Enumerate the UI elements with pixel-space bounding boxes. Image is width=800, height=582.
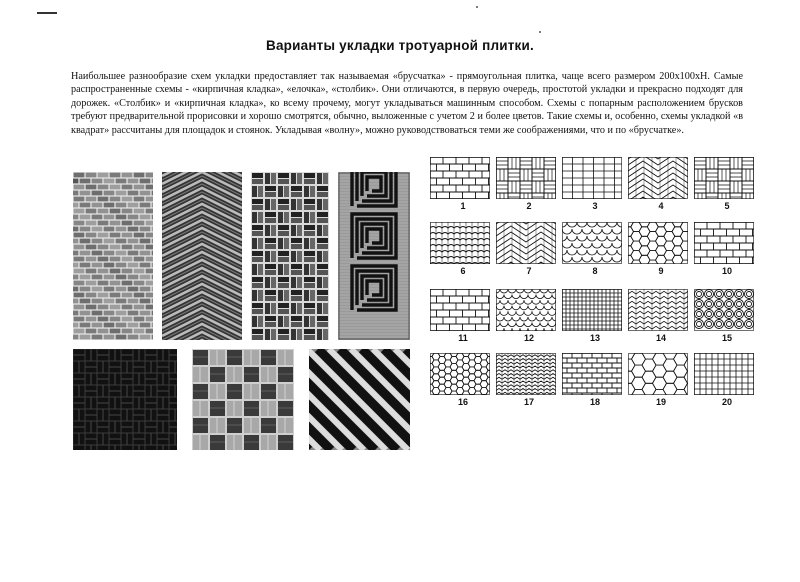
scheme-number: 12 bbox=[523, 333, 534, 343]
scheme-1 bbox=[430, 157, 496, 211]
body-paragraph: Наибольшее разнообразие схем укладки предоставляет так называемая «брусчатка» - прямоугольная плитка, чаще всего размером 200x100xH. Самые распространенные схемы - «кирпичная кладка», «елочка», «столбик». Они отличаются, в первую очередь, простотой укладки и прекрасно подходят для дорожек. «Столбик» и «кирпичная кладка», ко всему прочему, могут укладываться машинным способом. Схемы с попарным расположением брусков требуют предварительной прорисовки и хорошо смотрятся, обычно, выложенные с учетом 2 и более цветов. Такие схемы и, особенно, схемы укладкой «в квадрат» рассчитаны для площадок и стоянок. Укладывая «волну», можно руководствоваться теми же соображениями, что и по «брусчатке». bbox=[71, 71, 743, 136]
scheme-10-pattern bbox=[694, 222, 754, 264]
scheme-12-pattern bbox=[496, 289, 556, 331]
scheme-number: 10 bbox=[721, 266, 732, 276]
scheme-2 bbox=[496, 157, 562, 211]
scheme-16 bbox=[430, 353, 496, 407]
scheme-9-pattern bbox=[628, 222, 688, 264]
scheme-11-pattern bbox=[430, 289, 490, 331]
scheme-11 bbox=[430, 289, 496, 343]
scheme-3 bbox=[562, 157, 628, 211]
scheme-7 bbox=[496, 222, 562, 276]
scheme-16-pattern bbox=[430, 353, 490, 395]
scheme-17 bbox=[496, 353, 562, 407]
scheme-4-pattern bbox=[628, 157, 688, 199]
scheme-number: 15 bbox=[721, 333, 732, 343]
scheme-19 bbox=[628, 353, 694, 407]
scheme-number: 19 bbox=[655, 397, 666, 407]
scheme-14-pattern bbox=[628, 289, 688, 331]
scheme-number: 1 bbox=[460, 201, 466, 211]
scan-speck bbox=[539, 31, 541, 33]
scheme-14 bbox=[628, 289, 694, 343]
scheme-number: 14 bbox=[655, 333, 666, 343]
photo-checker-blocks bbox=[192, 349, 294, 450]
scan-speck bbox=[476, 6, 478, 8]
scheme-8-pattern bbox=[562, 222, 622, 264]
photo-diagonal-stripes bbox=[309, 349, 410, 450]
scheme-number: 5 bbox=[724, 201, 730, 211]
scheme-15 bbox=[694, 289, 760, 343]
scheme-number: 20 bbox=[721, 397, 732, 407]
scheme-9 bbox=[628, 222, 694, 276]
photo-dark-basketweave bbox=[73, 349, 177, 450]
page-title: Варианты укладки тротуарной плитки. bbox=[266, 38, 534, 53]
photo-paired-weave bbox=[251, 172, 329, 340]
scheme-number: 16 bbox=[457, 397, 468, 407]
scheme-5 bbox=[694, 157, 760, 211]
scheme-number: 7 bbox=[526, 266, 532, 276]
scheme-4 bbox=[628, 157, 694, 211]
scheme-number: 9 bbox=[658, 266, 664, 276]
scheme-6-pattern bbox=[430, 222, 490, 264]
scheme-7-pattern bbox=[496, 222, 556, 264]
scheme-8 bbox=[562, 222, 628, 276]
scheme-number: 2 bbox=[526, 201, 532, 211]
scan-mark bbox=[37, 12, 57, 14]
scheme-12 bbox=[496, 289, 562, 343]
scheme-number: 11 bbox=[458, 333, 468, 343]
scheme-18-pattern bbox=[562, 353, 622, 395]
scheme-15-pattern bbox=[694, 289, 754, 331]
scheme-13-pattern bbox=[562, 289, 622, 331]
scheme-number: 17 bbox=[523, 397, 534, 407]
scheme-5-pattern bbox=[694, 157, 754, 199]
photo-running-bond bbox=[73, 172, 153, 340]
scheme-20 bbox=[694, 353, 760, 407]
scheme-number: 4 bbox=[658, 201, 664, 211]
scheme-number: 13 bbox=[589, 333, 600, 343]
photo-herringbone bbox=[162, 172, 242, 340]
scheme-18 bbox=[562, 353, 628, 407]
photo-greek-key bbox=[338, 172, 410, 340]
scheme-number: 18 bbox=[589, 397, 600, 407]
scheme-20-pattern bbox=[694, 353, 754, 395]
scheme-number: 6 bbox=[460, 266, 466, 276]
scheme-2-pattern bbox=[496, 157, 556, 199]
scheme-19-pattern bbox=[628, 353, 688, 395]
scheme-6 bbox=[430, 222, 496, 276]
scheme-17-pattern bbox=[496, 353, 556, 395]
scheme-10 bbox=[694, 222, 760, 276]
scheme-13 bbox=[562, 289, 628, 343]
scheme-number: 3 bbox=[592, 201, 598, 211]
scheme-1-pattern bbox=[430, 157, 490, 199]
scheme-number: 8 bbox=[592, 266, 598, 276]
scheme-3-pattern bbox=[562, 157, 622, 199]
